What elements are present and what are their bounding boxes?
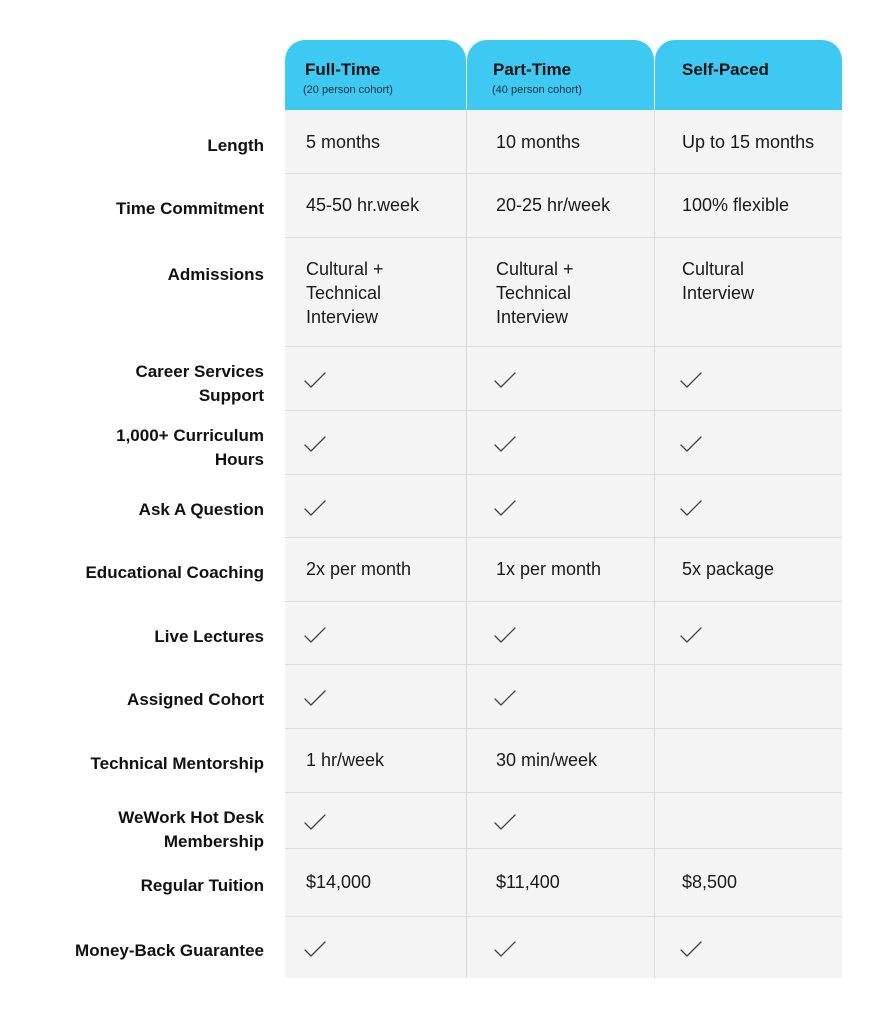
cell-value xyxy=(306,870,371,894)
checkmark-icon xyxy=(494,814,516,830)
cell-value-line: 45-50 hr.week xyxy=(306,195,420,215)
checkmark-icon xyxy=(304,690,326,706)
cell-value xyxy=(496,870,560,894)
row-label xyxy=(14,360,264,408)
row-divider xyxy=(285,537,842,538)
cell-value-line: Interview xyxy=(682,283,755,303)
checkmark-icon xyxy=(304,500,326,516)
cell-value-line: Technical xyxy=(496,283,572,303)
row-label-line: Money-Back Guarantee xyxy=(75,941,264,960)
row-divider xyxy=(285,237,842,238)
row-divider xyxy=(285,601,842,602)
row-label-line: 1,000+ Curriculum xyxy=(116,426,264,445)
row-label xyxy=(14,939,264,963)
row-divider xyxy=(285,916,842,917)
checkmark-icon xyxy=(304,941,326,957)
cell-value-line: 1 hr/week xyxy=(306,750,385,770)
cell-value-line: Interview xyxy=(496,307,569,327)
row-label-line: Educational Coaching xyxy=(85,563,264,582)
row-divider xyxy=(285,410,842,411)
checkmark-icon xyxy=(494,372,516,388)
cell-value-line: $11,400 xyxy=(496,872,560,892)
row-label xyxy=(14,625,264,649)
checkmark-icon xyxy=(304,436,326,452)
checkmark-icon xyxy=(494,627,516,643)
checkmark-icon xyxy=(680,941,702,957)
row-label xyxy=(14,134,264,158)
checkmark-icon xyxy=(304,627,326,643)
row-label xyxy=(14,688,264,712)
checkmark-icon xyxy=(494,500,516,516)
cell-value-line: Cultural + xyxy=(306,259,384,279)
row-label-line: Hours xyxy=(214,450,264,469)
plan-name: Self-Paced xyxy=(682,60,769,79)
cell-value-line: 5 months xyxy=(306,132,381,152)
cell-value-line: 100% flexible xyxy=(682,195,790,215)
cell-value xyxy=(682,130,814,154)
row-label-line: Regular Tuition xyxy=(140,876,264,895)
row-label-line: Live Lectures xyxy=(154,627,264,646)
row-divider xyxy=(285,792,842,793)
row-divider xyxy=(285,728,842,729)
row-label xyxy=(14,424,264,472)
cell-value xyxy=(682,870,737,894)
plan-note: (20 person cohort) xyxy=(303,84,393,96)
row-label-line: Length xyxy=(207,136,264,155)
cell-value xyxy=(306,193,419,217)
cell-value xyxy=(496,257,574,329)
plan-name: Part-Time xyxy=(493,60,572,79)
row-label xyxy=(14,561,264,585)
cell-value xyxy=(682,257,754,305)
cell-value-line: 5x package xyxy=(682,559,775,579)
checkmark-icon xyxy=(494,690,516,706)
cell-value xyxy=(682,557,774,581)
row-label-line: Membership xyxy=(163,832,264,851)
row-divider xyxy=(285,173,842,174)
row-label-line: Technical Mentorship xyxy=(90,754,264,773)
plan-note: (40 person cohort) xyxy=(492,84,582,96)
cell-value xyxy=(306,130,380,154)
checkmark-icon xyxy=(680,372,702,388)
cell-value-line: Up to 15 months xyxy=(682,132,815,152)
row-divider xyxy=(285,664,842,665)
cell-value-line: Technical xyxy=(306,283,382,303)
checkmark-icon xyxy=(304,814,326,830)
cell-value xyxy=(682,193,789,217)
cell-value-line: 20-25 hr/week xyxy=(496,195,611,215)
row-label xyxy=(14,197,264,221)
checkmark-icon xyxy=(680,500,702,516)
row-label xyxy=(14,806,264,854)
cell-value-line: Cultural + xyxy=(496,259,574,279)
row-label-line: Support xyxy=(198,386,264,405)
cell-value xyxy=(496,130,580,154)
checkmark-icon xyxy=(680,627,702,643)
cell-value xyxy=(496,193,610,217)
checkmark-icon xyxy=(304,372,326,388)
cell-value xyxy=(496,557,601,581)
plan-name: Full-Time xyxy=(305,60,381,79)
row-label xyxy=(14,752,264,776)
cell-value-line: Interview xyxy=(306,307,379,327)
checkmark-icon xyxy=(680,436,702,452)
row-label-line: Time Commitment xyxy=(116,199,264,218)
row-label xyxy=(14,263,264,287)
row-label xyxy=(14,498,264,522)
plan-header-full-time xyxy=(285,40,466,110)
cell-value-line: $14,000 xyxy=(306,872,372,892)
row-label-line: Admissions xyxy=(167,265,264,284)
plan-header-self-paced xyxy=(655,40,842,110)
row-label-line: Ask A Question xyxy=(138,500,264,519)
row-label-line: Assigned Cohort xyxy=(127,690,264,709)
row-divider xyxy=(285,848,842,849)
cell-value-line: 10 months xyxy=(496,132,581,152)
cell-value-line: 30 min/week xyxy=(496,750,598,770)
cell-value xyxy=(306,257,384,329)
row-divider xyxy=(285,474,842,475)
cell-value-line: 2x per month xyxy=(306,559,412,579)
row-label-line: Career Services xyxy=(135,362,264,381)
cell-value xyxy=(306,557,411,581)
cell-value-line: $8,500 xyxy=(682,872,738,892)
plan-header-part-time xyxy=(467,40,654,110)
cell-value xyxy=(496,748,597,772)
row-label-line: WeWork Hot Desk xyxy=(118,808,264,827)
cell-value-line: 1x per month xyxy=(496,559,602,579)
cell-value xyxy=(306,748,384,772)
checkmark-icon xyxy=(494,941,516,957)
checkmark-icon xyxy=(494,436,516,452)
row-divider xyxy=(285,346,842,347)
row-label xyxy=(14,874,264,898)
cell-value-line: Cultural xyxy=(682,259,745,279)
